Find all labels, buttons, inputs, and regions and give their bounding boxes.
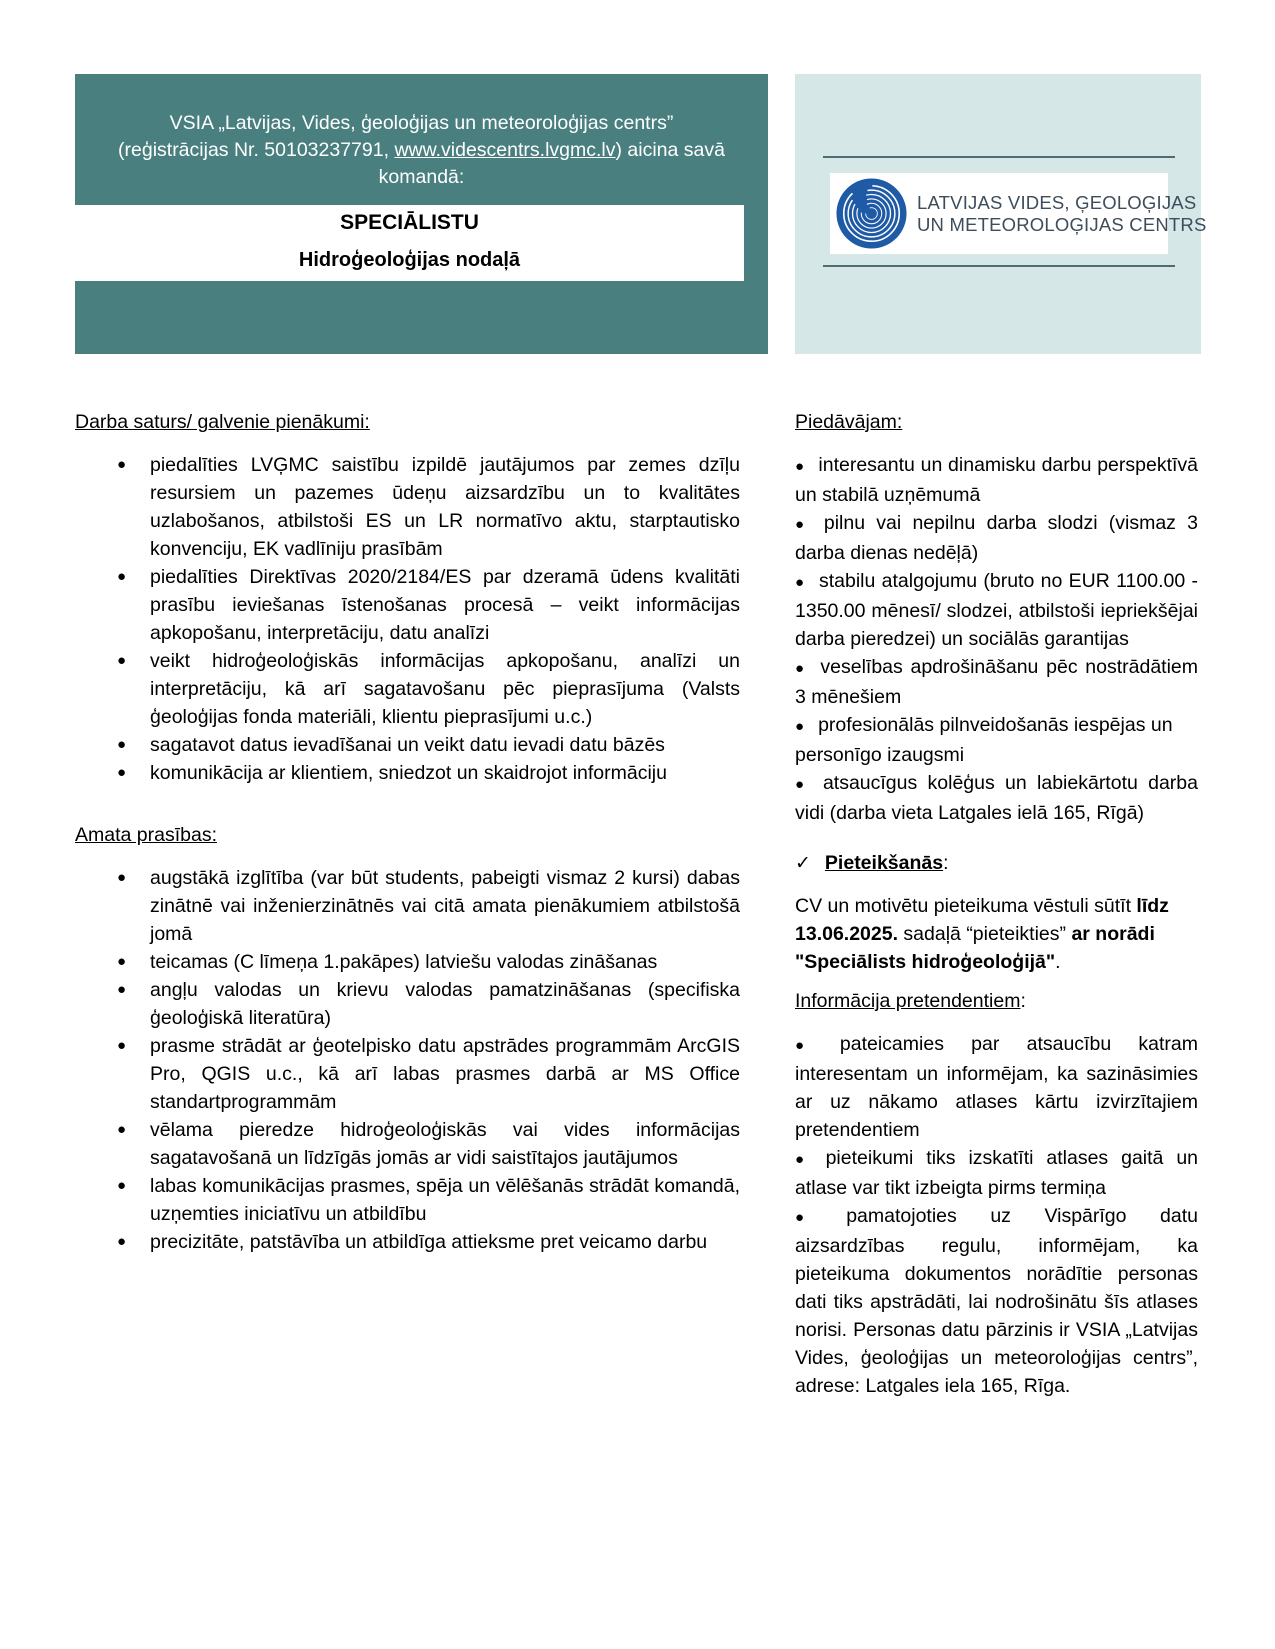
list-item-text: stabilu atalgojumu (bruto no EUR 1100.00 - 1350.00 mēnesī/ slodzei, atbilstoši iepriekšējai darba pieredzei) un sociālās garantijas [795,570,1198,650]
logo-panel [795,74,1207,354]
logo [830,173,1207,254]
list-item [795,1030,1198,1144]
list-item [75,647,740,731]
list-item [795,567,1198,653]
list-item [75,759,740,787]
info-heading-colon: : [1020,990,1026,1012]
requirements-heading: Amata prasības: [75,824,217,846]
position-box [75,205,744,281]
list-item [75,864,740,948]
info-heading [795,987,1198,1015]
right-column [795,408,1198,1400]
department-title: Hidroģeoloģijas nodaļā [298,249,521,271]
intro-reg-text: (reģistrācijas Nr. 50103237791, [118,139,395,161]
list-item-text: pamatojoties uz Vispārīgo datu aizsardzības regulu, informējam, ka pieteikuma dokumentos norādītie personas dati tiks apstrādāti, lai nodrošinātu šīs atlases norisi. Personas datu pārzinis ir VSIA „Latvijas Vides, ģeoloģijas un meteoroloģijas centrs”, adrese: Latgales iela 165, Rīga. [795,1205,1198,1397]
logo-line-1: LATVIJAS VIDES, ĢEOLOĢIJAS [917,192,1197,213]
list-item-text: teicamas (C līmeņa 1.pakāpes) latviešu valodas zināšanas [150,951,658,973]
apply-deadline: līdz 13.06.2025. [795,895,1169,945]
list-item [75,451,740,563]
bullet-icon: ● [795,1151,812,1168]
position-title: SPECIĀLISTU [340,211,479,234]
bullet-icon: ● [117,1121,127,1138]
list-item-text: piedalīties Direktīvas 2020/2184/ES par dzeramā ūdens kvalitāti prasību ieviešanas īstenošanas procesā – veikt informācijas apkopošanu, interpretāciju, datu analīzi [150,566,740,644]
intro-line-2 [75,137,768,164]
list-item [795,711,1198,769]
duties-list [75,451,740,787]
list-item-text: angļu valodas un krievu valodas pamatzināšanas (specifiska ģeoloģiskā literatūra) [150,979,740,1029]
bullet-icon: ● [795,776,809,793]
bullet-icon: ● [795,458,805,475]
bullet-icon: ● [117,652,127,669]
list-item-text: interesantu un dinamisku darbu perspektīvā un stabilā uzņēmumā [795,454,1198,506]
logo-text [917,192,1207,236]
header-banner [75,74,768,354]
apply-text-1: CV un motivētu pieteikuma vēstuli sūtīt [795,895,1137,917]
list-item [75,1032,740,1116]
lvgmc-spiral-logo-icon [835,177,908,250]
offer-list [795,451,1198,827]
duties-heading: Darba saturs/ galvenie pienākumi: [75,411,370,433]
list-item [75,563,740,647]
list-item [75,948,740,976]
list-item-text: pieteikumi tiks izskatīti atlases gaitā un atlase var tikt izbeigta pirms termiņa [795,1147,1199,1199]
intro-line-3: komandā: [378,166,465,188]
bullet-icon: ● [117,736,127,753]
list-item-text: sagatavot datus ievadīšanai un veikt datu ievadi datu bāzēs [150,734,665,756]
list-item [795,509,1198,567]
left-column [75,408,740,1256]
list-item [75,1116,740,1172]
bullet-icon: ● [795,1209,833,1226]
list-item-text: atsaucīgus kolēģus un labiekārtotu darba vidi (darba vieta Latgales ielā 165, Rīgā) [795,772,1198,824]
bullet-icon: ● [117,764,127,781]
apply-heading-colon: : [943,852,949,874]
apply-instructions [795,892,1198,976]
list-item-text: pateicamies par atsaucību katram interesentam un informējam, ka sazināsimies ar uz nākamo atlases kārtu izvirzītajiem pretendentiem [795,1033,1198,1141]
list-item-text: vēlama pieredze hidroģeoloģiskās vai vides informācijas sagatavošanā un līdzīgās jomās ar vidi saistītajos jautājumos [150,1119,740,1169]
bullet-icon: ● [117,1037,127,1054]
bullet-icon: ● [795,1037,826,1054]
list-item [795,1202,1198,1400]
bullet-icon: ● [795,718,805,735]
requirements-list [75,864,740,1256]
list-item-text: labas komunikācijas prasmes, spēja un vēlēšanās strādāt komandā, uzņemties iniciatīvu un atbildību [150,1175,740,1225]
list-item [795,769,1198,827]
apply-text-2: sadaļā “pieteikties” [898,923,1072,945]
website-link[interactable]: www.videscentrs.lvgmc.lv [394,139,616,161]
bullet-icon: ● [795,574,805,591]
header-intro [75,110,768,191]
list-item-text: augstākā izglītība (var būt students, pabeigti vismaz 2 kursi) dabas zinātnē vai inženierzinātnēs vai citā amata pienākumiem atbilstošā jomā [150,867,740,945]
logo-line-2: UN METEOROLOĢIJAS CENTRS [917,214,1207,235]
list-item-text: veikt hidroģeoloģiskās informācijas apkopošanu, analīzi un interpretāciju, kā arī sagatavošanu pēc pieprasījuma (Valsts ģeoloģijas fonda materiāli, klientu pieprasījumi u.c.) [150,650,740,728]
info-heading-text: Informācija pretendentiem [795,990,1021,1012]
apply-heading-text: Pieteikšanās [824,852,944,874]
list-item-text: profesionālās pilnveidošanās iespējas un personīgo izaugsmi [795,714,1173,766]
bullet-icon: ● [117,1233,127,1250]
list-item [75,1228,740,1256]
intro-line-1: VSIA „Latvijas, Vides, ģeoloģijas un meteoroloģijas centrs” [169,112,674,134]
apply-text-3: . [1055,951,1061,973]
list-item [75,731,740,759]
intro-invite-text: ) aicina savā [615,139,725,161]
list-item [795,653,1198,711]
bullet-icon: ● [117,568,127,585]
bullet-icon: ● [795,660,807,677]
offer-heading: Piedāvājam: [795,411,903,433]
bullet-icon: ● [117,953,127,970]
list-item-text: precizitāte, patstāvība un atbildīga attieksme pret veicamo darbu [150,1231,708,1253]
list-item [75,1172,740,1228]
bullet-icon: ● [117,1177,127,1194]
bullet-icon: ● [117,981,127,998]
bullet-icon: ● [795,516,810,533]
apply-heading [795,849,1198,878]
list-item-text: komunikācija ar klientiem, sniedzot un skaidrojot informāciju [150,762,667,784]
list-item [75,976,740,1032]
list-item-text: veselības apdrošināšanu pēc nostrādātiem 3 mēnešiem [795,656,1199,708]
list-item [795,1144,1198,1202]
divider-top [823,156,1175,158]
info-list [795,1030,1198,1400]
divider-bottom [823,265,1175,267]
list-item [795,451,1198,509]
bullet-icon: ● [117,869,127,886]
bullet-icon: ● [117,456,127,473]
list-item-text: prasme strādāt ar ģeotelpisko datu apstrādes programmām ArcGIS Pro, QGIS u.c., kā arī labas prasmes darbā ar MS Office standartprogrammām [150,1035,740,1113]
list-item-text: piedalīties LVĢMC saistību izpildē jautājumos par zemes dzīļu resursiem un pazemes ūdeņu aizsardzību un to kvalitātes uzlabošanos, atbilstoši ES un LR normatīvo aktu, starptautisko konvenciju, EK vadlīniju prasībām [150,454,740,560]
list-item-text: pilnu vai nepilnu darba slodzi (vismaz 3 darba dienas nedēļā) [795,512,1198,564]
apply-reference: ar norādi "Speciālists hidroģeoloģijā" [795,923,1155,973]
checkmark-icon: ✓ [795,853,811,874]
